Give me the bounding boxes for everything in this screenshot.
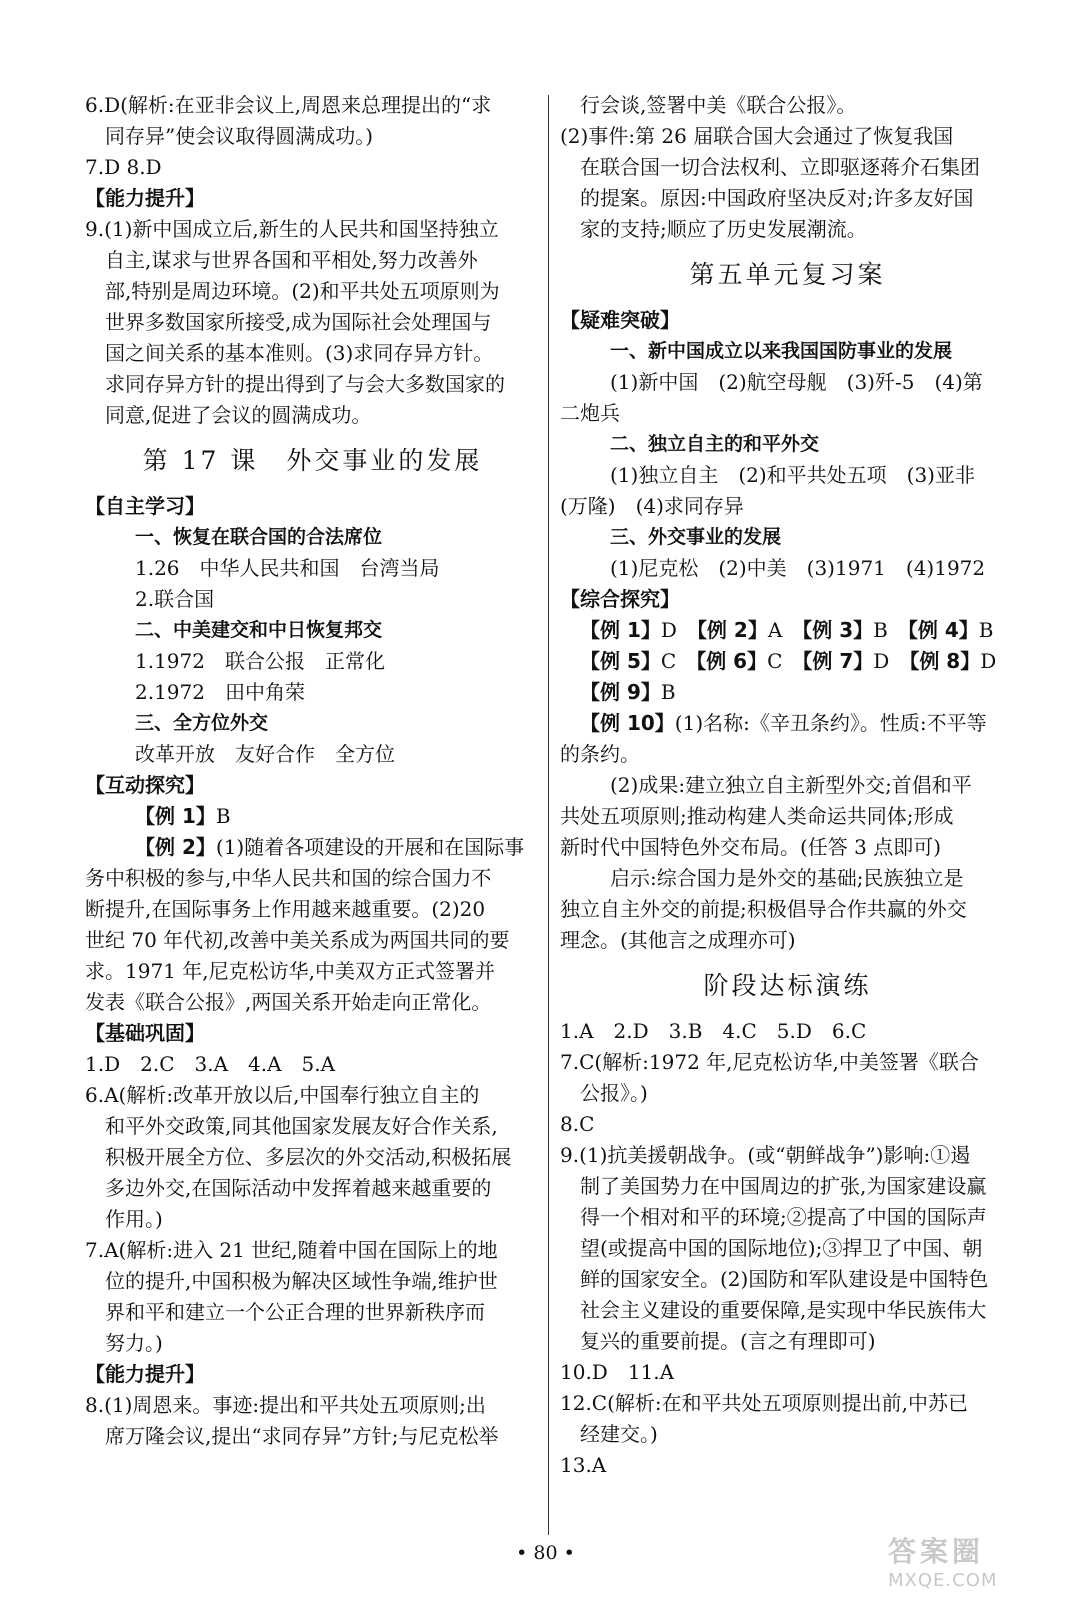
answer-line: 多边外交,在国际活动中发挥着越来越重要的 bbox=[105, 1176, 492, 1200]
answer-line: 社会主义建设的重要保障,是实现中华民族伟大 bbox=[580, 1298, 987, 1322]
answer-line: (万隆) (4)求同存异 bbox=[560, 494, 744, 518]
answer-line: 世界多数国家所接受,成为国际社会处理国与 bbox=[105, 310, 492, 334]
example-tag: 【例 4】 bbox=[907, 618, 979, 642]
answer-line: 行会谈,签署中美《联合公报》。 bbox=[580, 93, 857, 117]
page-number: • 80 • bbox=[516, 1542, 575, 1564]
answer-line: 望(或提高中国的国际地位);③捍卫了中国、朝 bbox=[580, 1236, 983, 1260]
example-answer: C bbox=[660, 649, 697, 673]
example-answer: B bbox=[660, 680, 676, 704]
example-line bbox=[85, 832, 540, 863]
subsection-heading: 一、恢复在联合国的合法席位 bbox=[135, 526, 383, 548]
example-tag: 【例 1】 bbox=[135, 804, 216, 828]
example-tag: 【例 2】 bbox=[135, 835, 216, 859]
answer-line: (2)事件:第 26 届联合国大会通过了恢复我国 bbox=[560, 124, 954, 148]
watermark-text: 答案圈 bbox=[888, 1535, 985, 1568]
answer-line: 1.26 中华人民共和国 台湾当局 bbox=[135, 556, 440, 580]
answer-line: 位的提升,中国积极为解决区域性争端,维护世 bbox=[105, 1269, 498, 1293]
answer-line: 和平外交政策,同其他国家发展友好合作关系, bbox=[105, 1114, 498, 1138]
answer-line: 经建交。) bbox=[580, 1422, 658, 1446]
answer-line: 7.A(解析:进入 21 世纪,随着中国在国际上的地 bbox=[85, 1238, 498, 1262]
answer-line: 席万隆会议,提出“求同存异”方针;与尼克松举 bbox=[105, 1424, 499, 1448]
answer-line: (1)尼克松 (2)中美 (3)1971 (4)1972 bbox=[610, 556, 986, 580]
answer-line: 10.D 11.A bbox=[560, 1360, 675, 1384]
answer-line: 二炮兵 bbox=[560, 401, 620, 425]
answer-line: 6.D(解析:在亚非会议上,周恩来总理提出的“求 bbox=[85, 93, 492, 117]
example-answer: (1)随着各项建设的开展和在国际事 bbox=[215, 835, 525, 859]
answer-line: 努力。) bbox=[105, 1331, 163, 1355]
section-heading: 【能力提升】 bbox=[85, 1362, 205, 1386]
answer-line: 同意,促进了会议的圆满成功。 bbox=[105, 403, 372, 427]
answer-line: 自主,谋求与世界各国和平相处,努力改善外 bbox=[105, 248, 478, 272]
answer-line: 发表《联合公报》,两国关系开始走向正常化。 bbox=[85, 990, 492, 1014]
left-column bbox=[85, 90, 540, 1452]
answer-line: 理念。(其他言之成理亦可) bbox=[560, 928, 796, 952]
answer-line: 7.C(解析:1972 年,尼克松访华,中美签署《联合 bbox=[560, 1050, 979, 1074]
example-tag: 【例 2】 bbox=[696, 618, 768, 642]
answer-line: 1.A 2.D 3.B 4.C 5.D 6.C bbox=[560, 1019, 867, 1043]
example-tag: 【例 8】 bbox=[909, 649, 981, 673]
subsection-heading: 三、外交事业的发展 bbox=[610, 526, 782, 548]
answer-line: 作用。) bbox=[105, 1207, 163, 1231]
answer-line: 制了美国势力在中国周边的扩张,为国家建设赢 bbox=[580, 1174, 987, 1198]
example-line bbox=[85, 801, 540, 832]
example-line bbox=[560, 615, 1015, 646]
answer-line: 共处五项原则;推动构建人类命运共同体;形成 bbox=[560, 804, 954, 828]
answer-line: 国之间关系的基本准则。(3)求同存异方针。 bbox=[105, 341, 494, 365]
example-answer: A bbox=[767, 618, 803, 642]
answer-line: 家的支持;顺应了历史发展潮流。 bbox=[580, 217, 867, 241]
answer-line: 7.D 8.D bbox=[85, 155, 162, 179]
example-answer: C bbox=[767, 649, 803, 673]
answer-line: 新时代中国特色外交布局。(任答 3 点即可) bbox=[560, 835, 942, 859]
section-heading: 【综合探究】 bbox=[560, 587, 680, 611]
answer-line: 复兴的重要前提。(言之有理即可) bbox=[580, 1329, 876, 1353]
answer-line: 8.C bbox=[560, 1112, 595, 1136]
answer-line: 积极开展全方位、多层次的外交活动,积极拓展 bbox=[105, 1145, 512, 1169]
answer-line: 公报》。) bbox=[580, 1081, 648, 1105]
answer-line: 改革开放 友好合作 全方位 bbox=[135, 742, 395, 766]
answer-line: (2)成果:建立独立自主新型外交;首倡和平 bbox=[610, 773, 972, 797]
answer-line: 界和平和建立一个公正合理的世界新秩序而 bbox=[105, 1300, 485, 1324]
answer-line: 得一个相对和平的环境;②提高了中国的国际声 bbox=[580, 1205, 987, 1229]
answer-line: 13.A bbox=[560, 1453, 607, 1477]
watermark-url: MXQE.COM bbox=[888, 1570, 998, 1591]
section-heading: 【疑难突破】 bbox=[560, 308, 680, 332]
answer-line: 在联合国一切合法权利、立即驱逐蒋介石集团 bbox=[580, 155, 980, 179]
example-line bbox=[560, 708, 1015, 739]
example-answer: B bbox=[873, 618, 908, 642]
example-answer: (1)名称:《辛丑条约》。性质:不平等 bbox=[674, 711, 987, 735]
answer-line: 独立自主外交的前提;积极倡导合作共赢的外交 bbox=[560, 897, 967, 921]
example-answer: D bbox=[660, 618, 697, 642]
answer-line: 1.D 2.C 3.A 4.A 5.A bbox=[85, 1052, 336, 1076]
answer-line: 9.(1)抗美援朝战争。(或“朝鲜战争”)影响:①遏 bbox=[560, 1143, 971, 1167]
answer-line: 断提升,在国际事务上作用越来越重要。(2)20 bbox=[85, 897, 486, 921]
example-line bbox=[560, 677, 1015, 708]
example-tag: 【例 7】 bbox=[802, 649, 874, 673]
answer-line: 1.1972 联合公报 正常化 bbox=[135, 649, 385, 673]
section-heading: 【基础巩固】 bbox=[85, 1021, 205, 1045]
unit-title: 第五单元复习案 bbox=[689, 260, 886, 289]
subsection-heading: 三、全方位外交 bbox=[135, 712, 269, 734]
column-divider bbox=[548, 95, 549, 1535]
answer-line: 同存异”使会议取得圆满成功。) bbox=[105, 124, 374, 148]
answer-line: 的提案。原因:中国政府坚决反对;许多友好国 bbox=[580, 186, 974, 210]
example-tag: 【例 9】 bbox=[580, 680, 661, 704]
answer-line: 鲜的国家安全。(2)国防和军队建设是中国特色 bbox=[580, 1267, 989, 1291]
answer-line: 2.1972 田中角荣 bbox=[135, 680, 305, 704]
example-tag: 【例 5】 bbox=[580, 649, 661, 673]
answer-line: 6.A(解析:改革开放以后,中国奉行独立自主的 bbox=[85, 1083, 480, 1107]
example-answer: D bbox=[980, 649, 997, 673]
answer-line: 的条约。 bbox=[560, 742, 640, 766]
answer-line: 2.联合国 bbox=[135, 587, 215, 611]
answer-line: 求同存异方针的提出得到了与会大多数国家的 bbox=[105, 372, 505, 396]
answer-line: 务中积极的参与,中华人民共和国的综合国力不 bbox=[85, 866, 492, 890]
answer-line: 启示:综合国力是外交的基础;民族独立是 bbox=[610, 866, 964, 890]
example-tag: 【例 10】 bbox=[580, 711, 675, 735]
example-answer: D bbox=[873, 649, 910, 673]
right-column bbox=[560, 90, 1015, 1481]
answer-line: 部,特别是周边环境。(2)和平共处五项原则为 bbox=[105, 279, 500, 303]
example-line bbox=[560, 646, 1015, 677]
stage-title: 阶段达标演练 bbox=[703, 971, 872, 1000]
section-heading: 【能力提升】 bbox=[85, 186, 205, 210]
answer-line: 12.C(解析:在和平共处五项原则提出前,中苏已 bbox=[560, 1391, 969, 1415]
answer-line: 8.(1)周恩来。事迹:提出和平共处五项原则;出 bbox=[85, 1393, 486, 1417]
example-tag: 【例 3】 bbox=[802, 618, 874, 642]
lesson-title: 第 17 课 外交事业的发展 bbox=[142, 446, 483, 475]
answer-line: 世纪 70 年代初,改善中美关系成为两国共同的要 bbox=[85, 928, 510, 952]
example-answer: B bbox=[978, 618, 994, 642]
example-tag: 【例 6】 bbox=[696, 649, 768, 673]
subsection-heading: 一、新中国成立以来我国国防事业的发展 bbox=[610, 340, 953, 362]
subsection-heading: 二、中美建交和中日恢复邦交 bbox=[135, 619, 383, 641]
watermark-logo bbox=[888, 1530, 1073, 1591]
answer-line: (1)新中国 (2)航空母舰 (3)歼-5 (4)第 bbox=[610, 370, 983, 394]
section-heading: 【自主学习】 bbox=[85, 494, 205, 518]
answer-line: (1)独立自主 (2)和平共处五项 (3)亚非 bbox=[610, 463, 975, 487]
section-heading: 【互动探究】 bbox=[85, 773, 205, 797]
answer-line: 求。1971 年,尼克松访华,中美双方正式签署并 bbox=[85, 959, 495, 983]
subsection-heading: 二、独立自主的和平外交 bbox=[610, 433, 820, 455]
example-answer: B bbox=[215, 804, 231, 828]
answer-line: 9.(1)新中国成立后,新生的人民共和国坚持独立 bbox=[85, 217, 499, 241]
example-tag: 【例 1】 bbox=[580, 618, 661, 642]
